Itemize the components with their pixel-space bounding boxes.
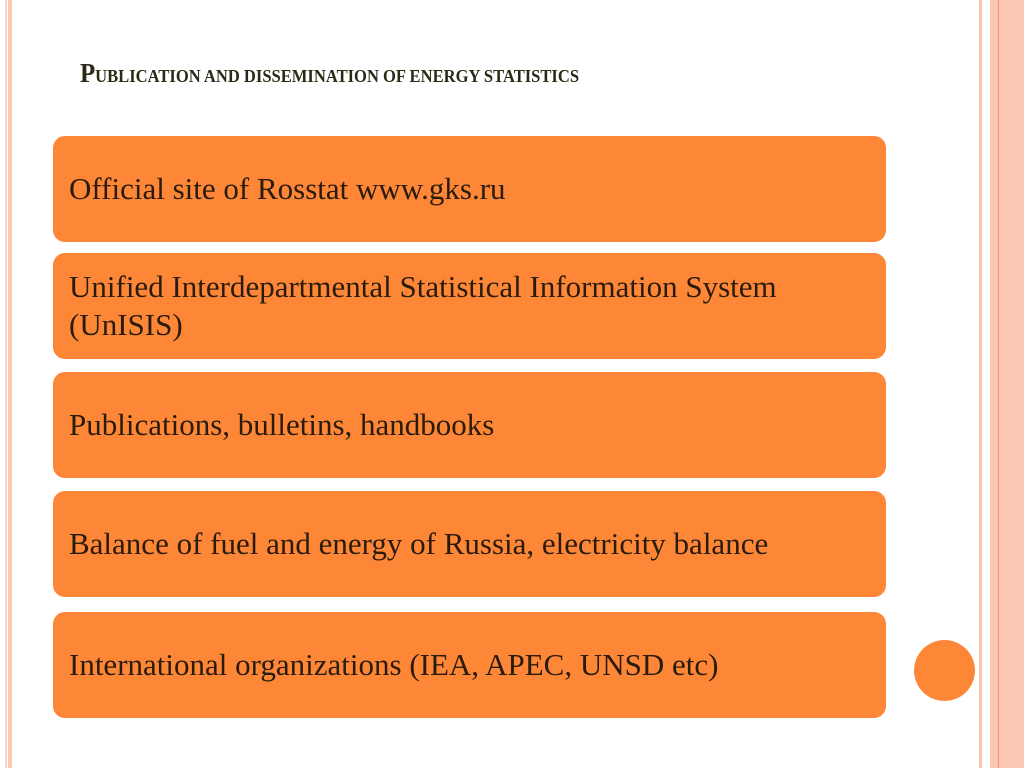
list-item-text: International organizations (IEA, APEC, UNSD etc) (69, 647, 719, 682)
title-initial: P (80, 58, 96, 88)
title-rest: UBLICATION AND DISSEMINATION OF ENERGY STATISTICS (95, 66, 580, 86)
list-item-text: Unified Interdepartmental Statistical Information System (UnISIS) (69, 269, 777, 342)
list-item-text: Official site of Rosstat www.gks.ru (69, 171, 506, 206)
list-item-text: Publications, bulletins, handbooks (69, 407, 495, 442)
right-decor-band (999, 0, 1024, 768)
list-item-unisis (53, 253, 886, 359)
list-item-text: Balance of fuel and energy of Russia, electricity balance (69, 526, 769, 561)
left-decor-stripe (8, 0, 12, 768)
list-item-international-orgs (53, 612, 886, 718)
slide-title (80, 58, 890, 89)
list-item-publications (53, 372, 886, 478)
list-item-official-site (53, 136, 886, 242)
decorative-circle (914, 640, 975, 701)
right-decor-gap (982, 0, 990, 768)
right-decor-stripe-2 (990, 0, 998, 768)
list-item-energy-balance (53, 491, 886, 597)
left-decor-stripe-thin (5, 0, 7, 768)
